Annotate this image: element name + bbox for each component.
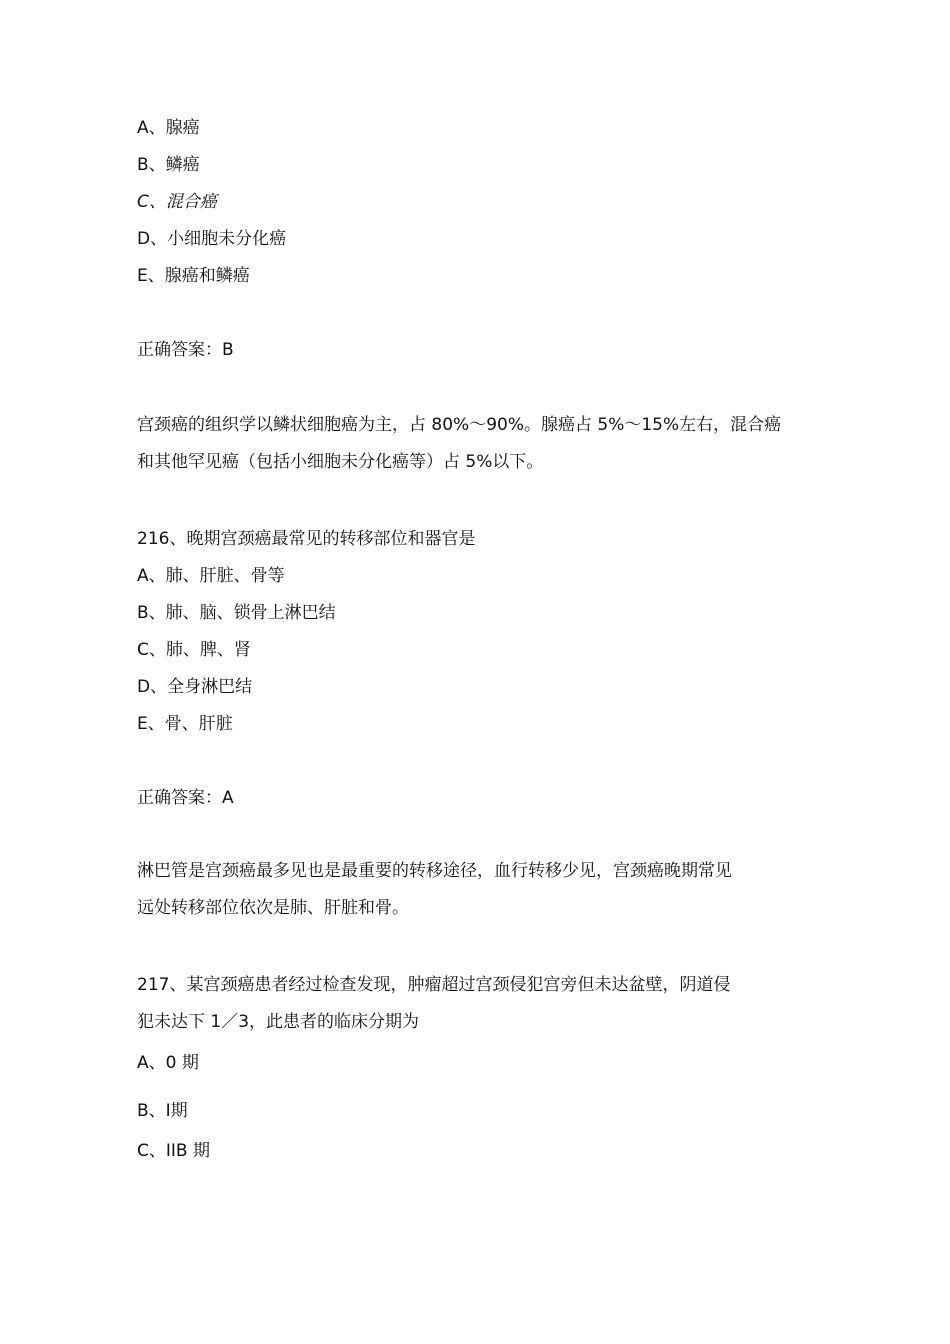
option-a: A、腺癌 (137, 118, 200, 138)
explanation-line-2: 和其他罕见癌（包括小细胞未分化癌等）占 5%以下。 (137, 452, 544, 472)
q216-option-d: D、全身淋巴结 (137, 677, 253, 697)
q216-option-e: E、骨、肝脏 (137, 714, 233, 734)
question-217-stem-line-1: 217、某宫颈癌患者经过检查发现，肿瘤超过宫颈侵犯宫旁但未达盆壁，阴道侵 (137, 975, 731, 995)
option-c: C、混合癌 (137, 192, 217, 212)
q216-explanation-line-1: 淋巴管是宫颈癌最多见也是最重要的转移途径，血行转移少见，宫颈癌晚期常见 (137, 861, 732, 881)
q216-option-b: B、肺、脑、锁骨上淋巴结 (137, 603, 336, 623)
q216-explanation-line-2: 远处转移部位依次是肺、肝脏和骨。 (137, 898, 409, 918)
q217-option-b: B、Ⅰ期 (137, 1101, 188, 1121)
question-216-stem: 216、晚期宫颈癌最常见的转移部位和器官是 (137, 529, 476, 549)
explanation-line-1: 宫颈癌的组织学以鳞状细胞癌为主，占 80%～90%。腺癌占 5%～15%左右，混合癌 (137, 415, 782, 435)
answer-line: 正确答案：B (137, 340, 234, 360)
option-b: B、鳞癌 (137, 155, 200, 175)
q216-option-a: A、肺、肝脏、骨等 (137, 566, 285, 586)
q216-option-c: C、肺、脾、肾 (137, 640, 251, 660)
option-e: E、腺癌和鳞癌 (137, 266, 250, 286)
question-217-stem-line-2: 犯未达下 1／3，此患者的临床分期为 (137, 1012, 420, 1032)
option-d: D、小细胞未分化癌 (137, 229, 287, 249)
q217-option-c: C、IIB 期 (137, 1141, 210, 1161)
q216-answer-line: 正确答案：A (137, 788, 234, 808)
q217-option-a: A、0 期 (137, 1053, 199, 1073)
